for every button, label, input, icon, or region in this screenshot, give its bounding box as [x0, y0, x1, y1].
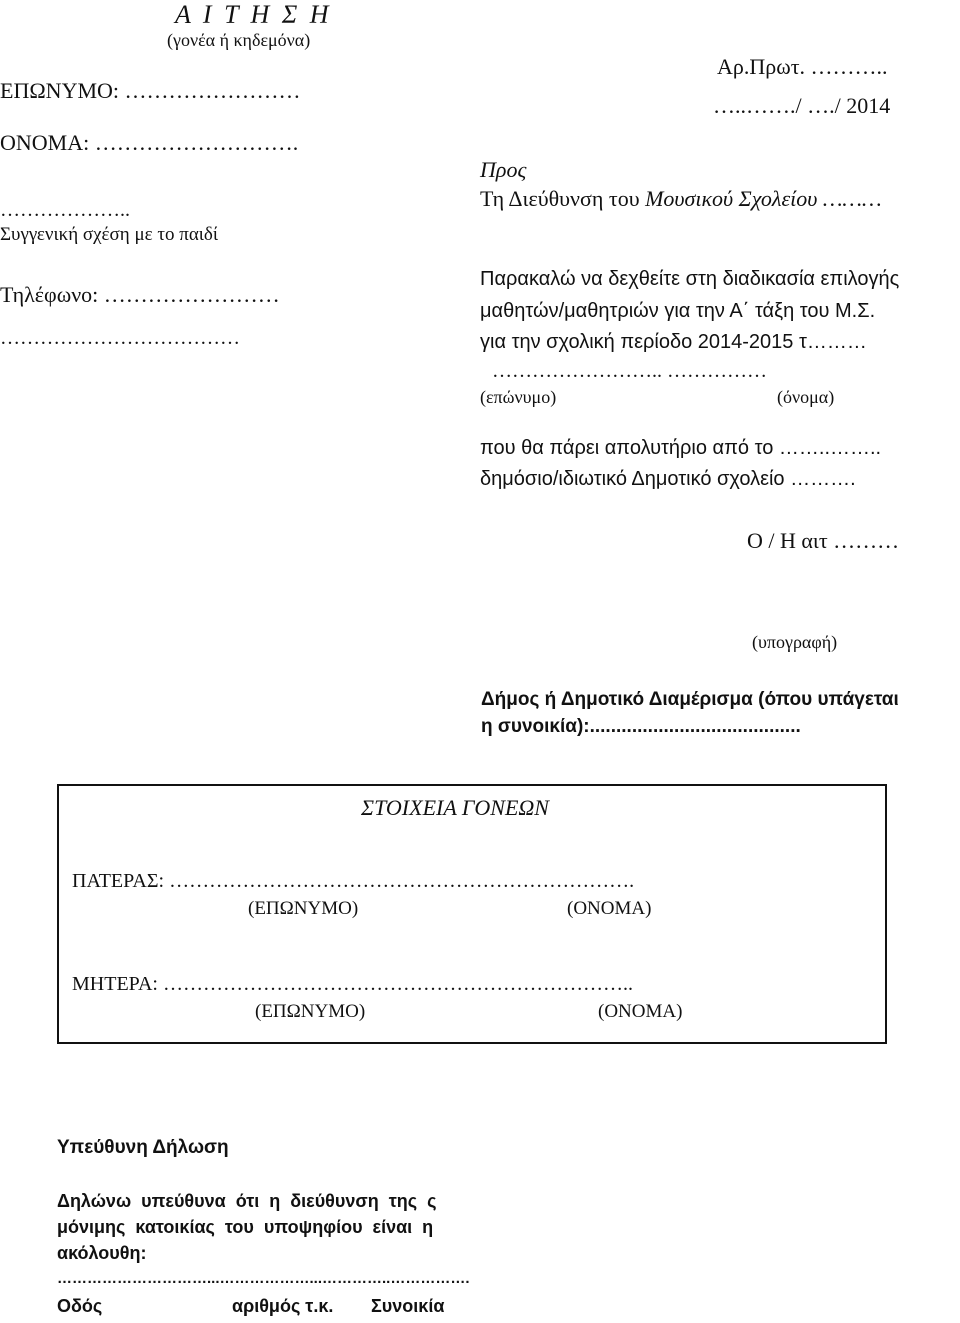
street-label: Οδός	[57, 1296, 103, 1316]
mother-field[interactable]: ΜΗΤΕΡΑ: ……………………………………………………………..	[72, 973, 633, 995]
applicant-name-field[interactable]: ΟΝΟΜΑ: ……………………….	[0, 130, 299, 155]
parents-box	[57, 784, 887, 1044]
relation-label: Συγγενική σχέση με το παιδί	[0, 224, 218, 245]
recipient-prefix: Τη Διεύθυνση του	[480, 186, 646, 211]
address-dots[interactable]: …………………………...………………...…………..…………….	[57, 1270, 470, 1287]
form-title: Α Ι Τ Η Σ Η	[175, 0, 332, 29]
relation-dots[interactable]: ………………..	[0, 199, 130, 221]
student-name-label: (όνομα)	[777, 387, 835, 407]
applicant-signature-line[interactable]: Ο / Η αιτ ………	[747, 528, 900, 553]
municipality-line-1: Δήμος ή Δημοτικό Διαμέρισμα (όπου υπάγεται	[481, 689, 899, 710]
declaration-heading: Υπεύθυνη Δήλωση	[57, 1137, 229, 1158]
protocol-date[interactable]: …..……./ …./ 2014	[713, 93, 891, 118]
body-line-4: που θα πάρει απολυτήριο από το ……..……..	[480, 437, 882, 459]
student-surname-label: (επώνυμο)	[480, 387, 557, 407]
mother-surname-label: (ΕΠΩΝΥΜΟ)	[255, 1001, 366, 1022]
student-name-dots[interactable]: …………………….. ……………	[492, 360, 767, 382]
signature-label: (υπογραφή)	[752, 632, 838, 652]
recipient-label: Προς	[480, 157, 527, 182]
recipient-school: Μουσικού Σχολείου ………	[645, 186, 882, 211]
declaration-line-3: ακόλουθη:	[57, 1243, 147, 1263]
applicant-surname-field[interactable]: ΕΠΩΝΥΜΟ: ……………………	[0, 78, 301, 103]
body-line-5: δημόσιο/ιδιωτικό Δημοτικό σχολείο ……….	[480, 468, 856, 490]
declaration-line-1: Δηλώνω υπεύθυνα ότι η διεύθυνση της ς	[57, 1191, 437, 1211]
body-line-2: μαθητών/μαθητριών για την Α΄ τάξη του Μ.Σ.	[480, 300, 876, 322]
protocol-number[interactable]: Αρ.Πρωτ. ………..	[717, 54, 888, 79]
body-line-3: για την σχολική περίοδο 2014-2015 τ………	[480, 331, 867, 353]
parents-heading: ΣΤΟΙΧΕΙΑ ΓΟΝΕΩΝ	[361, 795, 549, 820]
phone-dots[interactable]: ………………………………	[0, 327, 240, 349]
father-name-label: (ΟΝΟΜΑ)	[567, 898, 652, 919]
father-surname-label: (ΕΠΩΝΥΜΟ)	[248, 898, 359, 919]
father-field[interactable]: ΠΑΤΕΡΑΣ: …………………………………………………………….	[72, 870, 635, 892]
municipality-line-2[interactable]: η συνοικία):........................................	[481, 716, 801, 737]
number-postcode-label: αριθμός τ.κ.	[232, 1296, 334, 1316]
body-line-1: Παρακαλώ να δεχθείτε στη διαδικασία επιλογής	[480, 268, 900, 290]
recipient-line	[480, 186, 882, 212]
area-label: Συνοικία	[371, 1296, 445, 1316]
phone-field[interactable]: Τηλέφωνο: ……………………	[0, 282, 280, 307]
mother-name-label: (ΟΝΟΜΑ)	[598, 1001, 683, 1022]
form-subtitle: (γονέα ή κηδεμόνα)	[167, 30, 311, 50]
declaration-line-2: μόνιμης κατοικίας του υποψηφίου είναι η	[57, 1217, 434, 1237]
